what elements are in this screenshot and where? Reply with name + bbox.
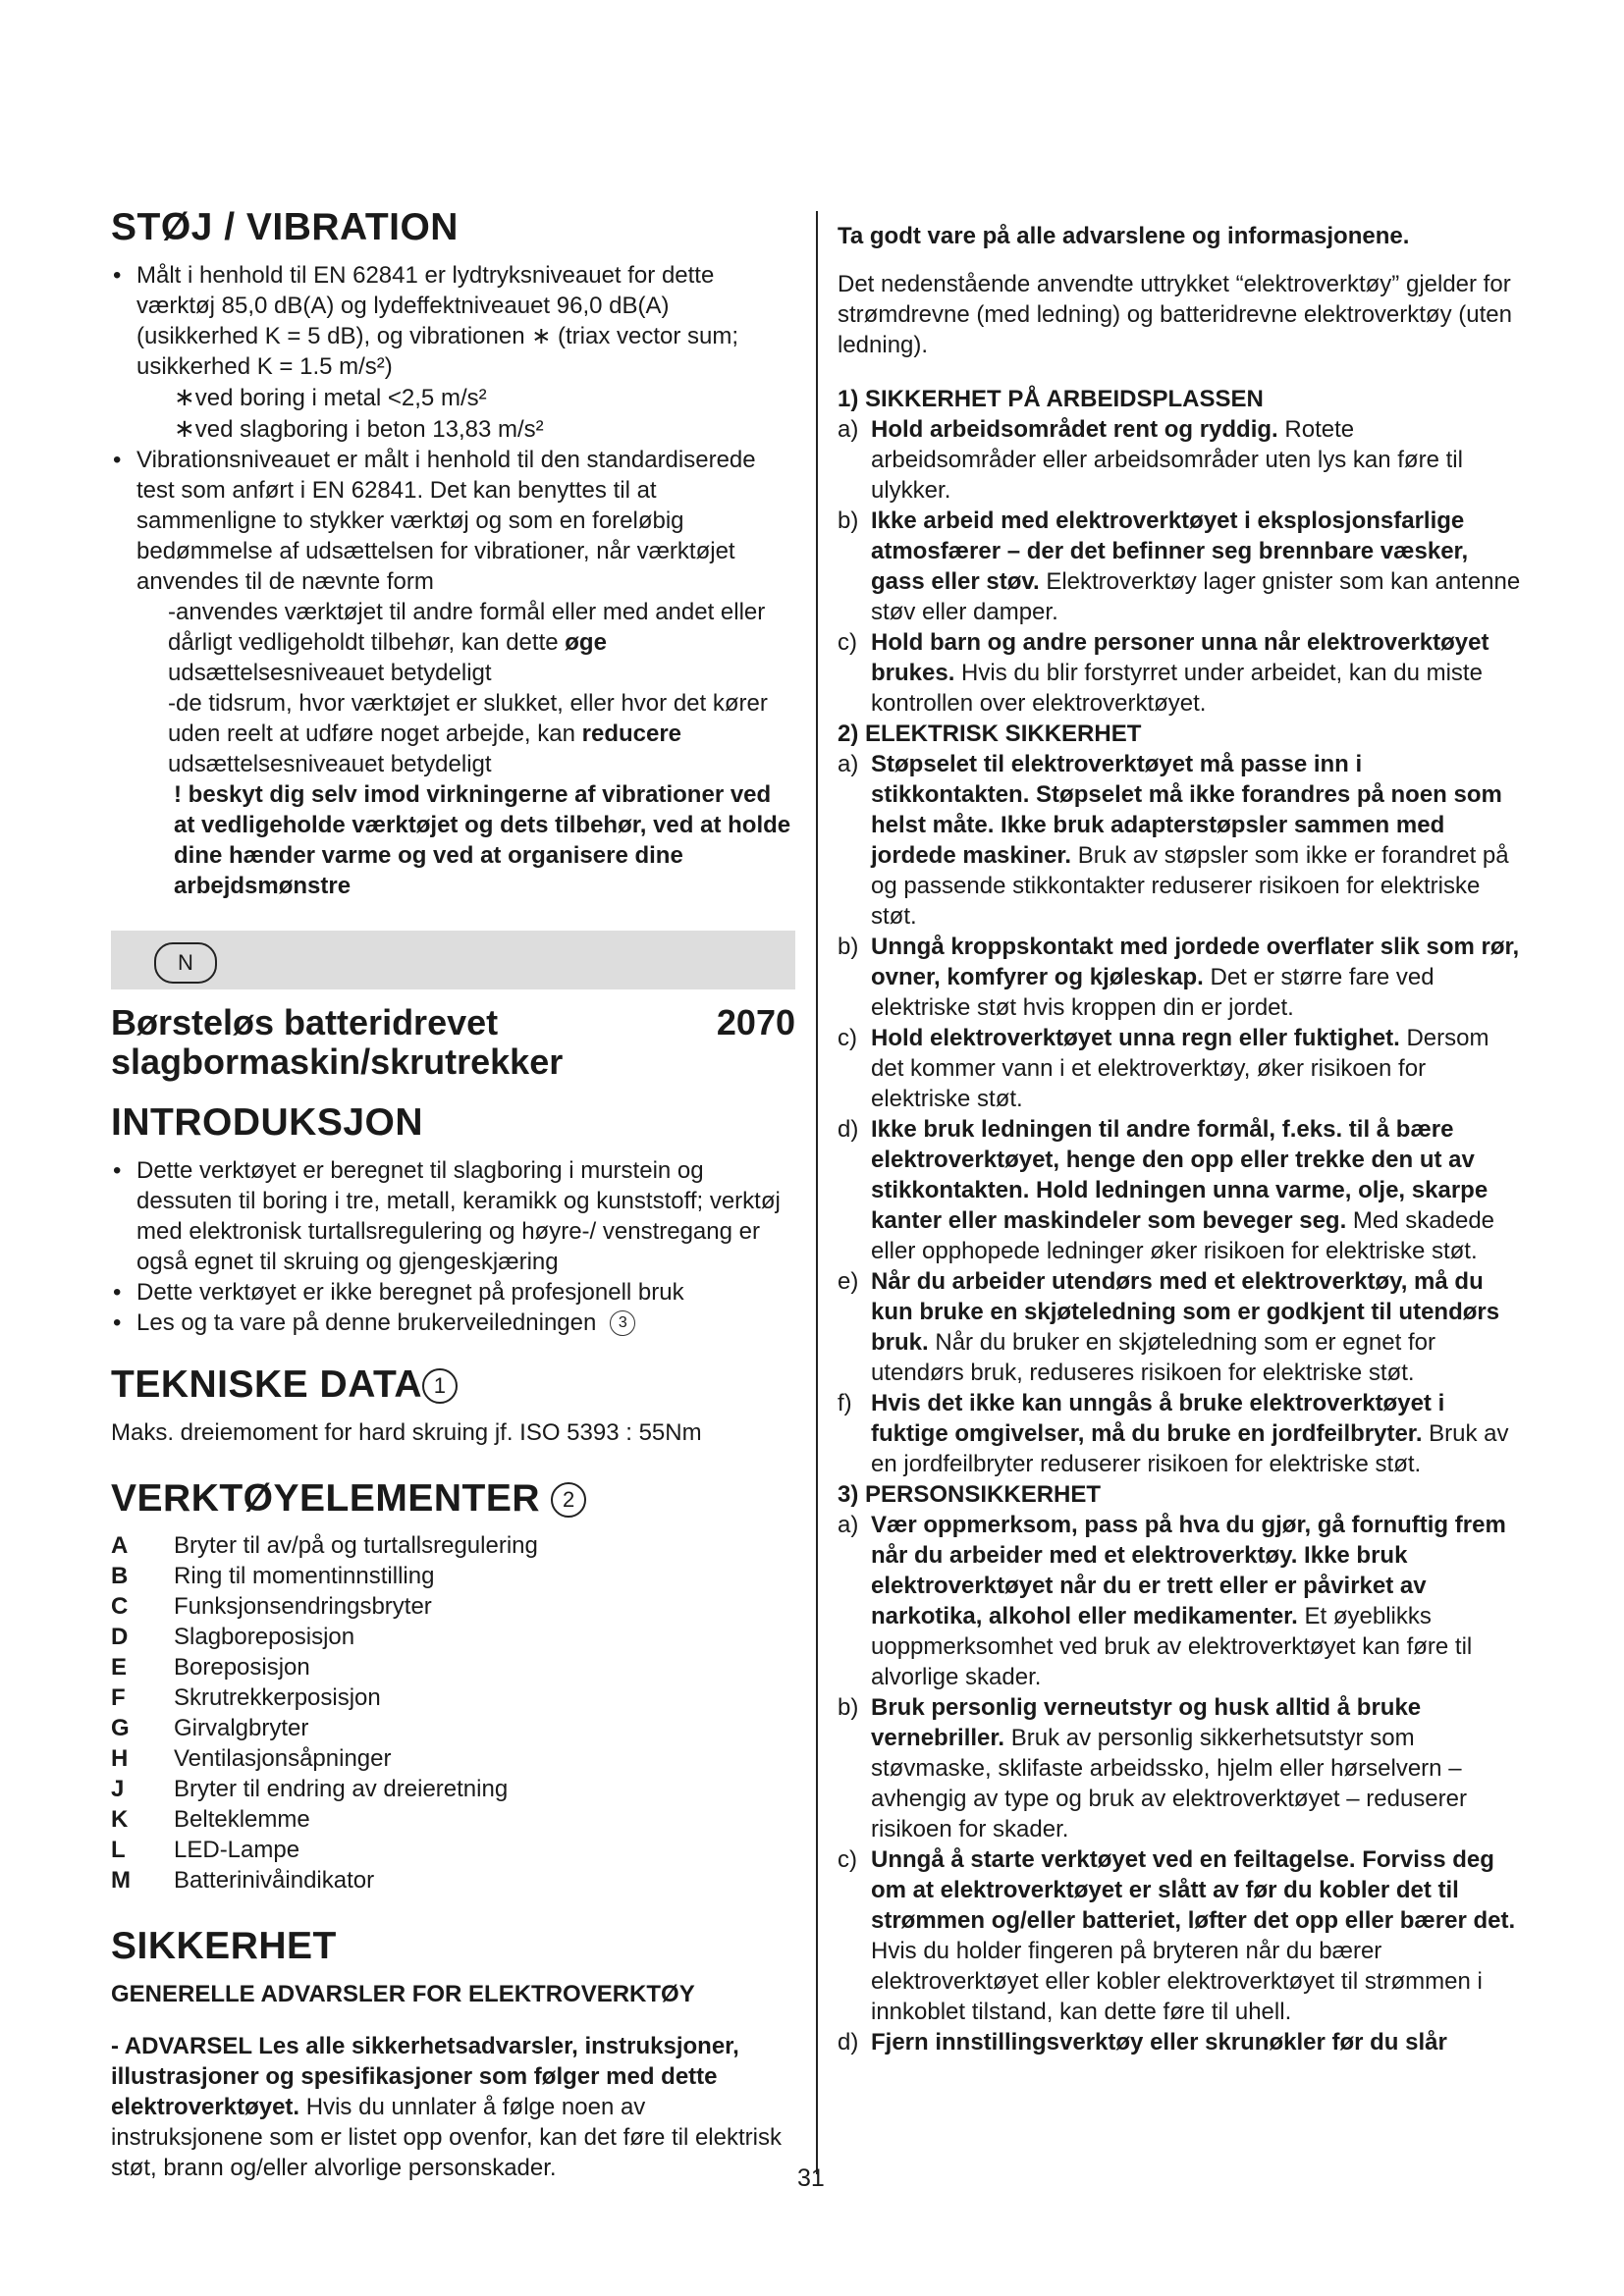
vibration-warning: ! beskyt dig selv imod virkningerne af vibrationer ved at vedligeholde værktøjet og dets tilbehør, ved at holde dine hænder varme og ved at organisere dine arbejdsmønstre	[174, 780, 791, 899]
element-label: LED-Lampe	[174, 1837, 300, 1864]
item-3a: a) Vær oppmerksom, pass på hva du gjør, gå fornuftig frem når du arbeider med et elektroverktøy. Ikke bruk elektroverktøyet når du er trett eller er påvirket av narkotika, alkohol eller medikamenter. Et øyeblikks uoppmerksomhet ved bruk av elektroverktøyet kan føre til alvorlige skader.	[838, 1512, 1506, 1690]
element-label: Bryter til av/på og turtallsregulering	[174, 1532, 538, 1560]
element-label: Boreposisjon	[174, 1654, 310, 1682]
section-2-heading: 2) ELEKTRISK SIKKERHET	[838, 721, 1142, 747]
product-name-line1: Børsteløs batteridrevet	[111, 1001, 499, 1042]
element-label: Slagboreposisjon	[174, 1624, 355, 1651]
figure-ref-1: 1	[422, 1368, 458, 1404]
item-2b: b) Unngå kroppskontakt med jordede overflater slik som rør, ovner, komfyrer og kjøleskap. Det er større fare ved elektriske støt hvis kroppen din er jordet.	[838, 934, 1520, 1021]
noise-dash-2: -de tidsrum, hvor værktøjet er slukket, eller hvor det kører uden reelt at udføre noget arbejde, kan reducere udsættelsesniveauet betydeligt	[168, 689, 768, 777]
item-1a: a) Hold arbeidsområdet rent og ryddig. Rotete arbeidsområder eller arbeidsområder uten lys kan føre til ulykker.	[838, 416, 1463, 504]
element-key: J	[111, 1776, 125, 1803]
element-label: Belteklemme	[174, 1806, 310, 1834]
elements-heading: VERKTØYELEMENTER 2	[111, 1477, 795, 1522]
asterisk-icon: ∗	[174, 412, 195, 443]
vibration-value-1: ∗ved boring i metal <2,5 m/s²	[174, 381, 487, 411]
element-label: Funksjonsendringsbryter	[174, 1593, 432, 1621]
element-label: Skrutrekkerposisjon	[174, 1684, 381, 1712]
item-2e: e) Når du arbeider utendørs med et elektroverktøy, må du kun bruke en skjøteledning som er godkjent til utendørs bruk. Når du bruker en skjøteledning som er egnet for utendørs bruk, reduseres risikoen for elektriske støt.	[838, 1268, 1500, 1386]
element-key: A	[111, 1532, 129, 1560]
product-title	[111, 1003, 795, 1042]
intro-bullet-2: • Dette verktøyet er ikke beregnet på profesjonell bruk	[111, 1277, 795, 1308]
tech-heading: TEKNISKE DATA 1	[111, 1363, 795, 1408]
noise-heading: STØJ / VIBRATION	[111, 206, 459, 248]
product-name-line2: slagbormaskin/skrutrekker	[111, 1041, 564, 1082]
right-column	[838, 206, 1522, 2057]
intro-bullet-3: • Les og ta vare på denne brukerveiledningen 3	[111, 1308, 795, 1338]
column-divider	[816, 211, 818, 2174]
figure-ref-3: 3	[610, 1310, 635, 1336]
noise-bullet-2: • Vibrationsniveauet er målt i henhold til den standardiserede test som anført i EN 62841. Det kan benyttes til at sammenligne to stykker værktøj og som en foreløbig bedømmelse af udsættelsen for vibrationer, når værktøjet anvendes til de nævnte form	[111, 445, 795, 597]
asterisk-icon: ∗	[174, 381, 195, 411]
intro-heading: INTRODUKSJON	[111, 1100, 424, 1144]
tech-data-line: Maks. dreiemoment for hard skruing jf. ISO 5393 : 55Nm	[111, 1418, 702, 1446]
safety-heading: SIKKERHET	[111, 1925, 337, 1968]
item-3b: b) Bruk personlig verneutstyr og husk alltid å bruke vernebriller. Bruk av personlig sikkerhetsutstyr som støvmaske, sklifaste arbeidssko, hjelm eller hørselvern – avhengig av type og bruk av elektroverktøyet – reduserer risikoen for skader.	[838, 1694, 1467, 1842]
element-key: D	[111, 1624, 129, 1651]
element-key: E	[111, 1654, 128, 1682]
item-2a: a) Støpselet til elektroverktøyet må passe inn i stikkontakten. Støpselet må ikke forandres på noen som helst måte. Ikke bruk adapterstøpsler sammen med jordede maskiner. Bruk av støpsler som ikke er forandret på og passende stikkontakter reduserer risikoen for elektriske støt.	[838, 751, 1509, 930]
item-1b: b) Ikke arbeid med elektroverktøyet i eksplosjonsfarlige atmosfærer – der det befinner seg brennbare væsker, gass eller støv. Elektroverktøy lager gnister som kan antenne støv eller damper.	[838, 507, 1521, 625]
element-label: Girvalgbryter	[174, 1715, 309, 1742]
vibration-value-2: ∗ved slagboring i beton 13,83 m/s²	[174, 412, 544, 443]
element-key: C	[111, 1593, 129, 1621]
element-label: Batterinivåindikator	[174, 1867, 375, 1895]
item-2c: c) Hold elektroverktøyet unna regn eller fuktighet. Dersom det kommer vann i et elektroverktøy, øker risikoen for elektriske støt.	[838, 1025, 1489, 1112]
intro-bullet-1: • Dette verktøyet er beregnet til slagboring i murstein og dessuten til boring i tre, metall, keramikk og kunststoff; verktøj med elektronisk turtallsregulering og høyre-/ venstregang er også egnet til skruing og gjengeskjæring	[111, 1155, 795, 1277]
general-warning: - ADVARSEL Les alle sikkerhetsadvarsler, instruksjoner, illustrasjoner og spesifikasjoner som følger med dette elektroverktøyet. Hvis du unnlater å følge noen av instruksjonene som er listet opp ovenfor, kan det føre til elektrisk støt, brann og/eller alvorlige personskader.	[111, 2033, 782, 2182]
element-label: Ventilasjonsåpninger	[174, 1745, 392, 1773]
noise-bullet-1: • Målt i henhold til EN 62841 er lydtryksniveauet for dette værktøj 85,0 dB(A) og lydeffektniveauet 96,0 dB(A) (usikkerhed K = 5 dB), og vibrationen ∗ (triax vector sum; usikkerhed K = 1.5 m/s²)	[111, 260, 795, 382]
element-key: K	[111, 1806, 129, 1834]
item-3d: d) Fjern innstillingsverktøy eller skrunøkler før du slår	[838, 2029, 1447, 2056]
right-intro-bold: Ta godt vare på alle advarslene og informasjonene.	[838, 223, 1410, 249]
section-1-heading: 1) SIKKERHET PÅ ARBEIDSPLASSEN	[838, 386, 1264, 412]
noise-dash-1: -anvendes værktøjet til andre formål eller med andet eller dårligt vedligeholdt tilbehør, kan dette øge udsættelsesniveauet betydeligt	[168, 598, 766, 686]
element-key: B	[111, 1563, 129, 1590]
item-1c: c) Hold barn og andre personer unna når elektroverktøyet brukes. Hvis du blir forstyrret under arbeidet, kan du miste kontrollen over elektroverktøyet.	[838, 629, 1489, 717]
item-3c: c) Unngå å starte verktøyet ved en feiltagelse. Forviss deg om at elektroverktøyet er slått av før du kobler det til strømmen og/eller batteriet, løfter det opp eller bærer det. Hvis du holder fingeren på bryteren når du bærer elektroverktøyet eller kobler elektroverktøyet til strømmen i innkoblet tilstand, kan dette føre til uhell.	[838, 1846, 1516, 2025]
element-key: G	[111, 1715, 130, 1742]
right-intro-text: Det nedenstående anvendte uttrykket “elektroverktøy” gjelder for strømdrevne (med ledning) og batteridrevne elektroverktøy (uten ledning).	[838, 271, 1512, 358]
page-number: 31	[797, 2164, 825, 2192]
element-key: M	[111, 1867, 131, 1895]
language-badge: N	[154, 942, 217, 984]
item-2d: d) Ikke bruk ledningen til andre formål, f.eks. til å bære elektroverktøyet, henge den opp eller trekke den ut av stikkontakten. Hold ledningen unna varme, olje, skarpe kanter eller maskindeler som beveger seg. Med skadede eller opphopede ledninger øker risikoen for elektriske støt.	[838, 1116, 1495, 1264]
safety-subheading: GENERELLE ADVARSLER FOR ELEKTROVERKTØY	[111, 1981, 695, 2008]
elements-list	[111, 1530, 795, 1896]
item-2f: f) Hvis det ikke kan unngås å bruke elektroverktøyet i fuktige omgivelser, må du bruke en jordfeilbryter. Bruk av en jordfeilbryter reduserer risikoen for elektriske støt.	[838, 1390, 1509, 1477]
element-key: F	[111, 1684, 126, 1712]
product-model: 2070	[716, 1001, 795, 1042]
element-label: Bryter til endring av dreieretning	[174, 1776, 509, 1803]
element-label: Ring til momentinnstilling	[174, 1563, 435, 1590]
language-bar	[111, 931, 795, 989]
figure-ref-2: 2	[551, 1482, 586, 1518]
section-3-heading: 3) PERSONSIKKERHET	[838, 1481, 1102, 1508]
left-column	[111, 206, 795, 2183]
element-key: L	[111, 1837, 126, 1864]
element-key: H	[111, 1745, 129, 1773]
